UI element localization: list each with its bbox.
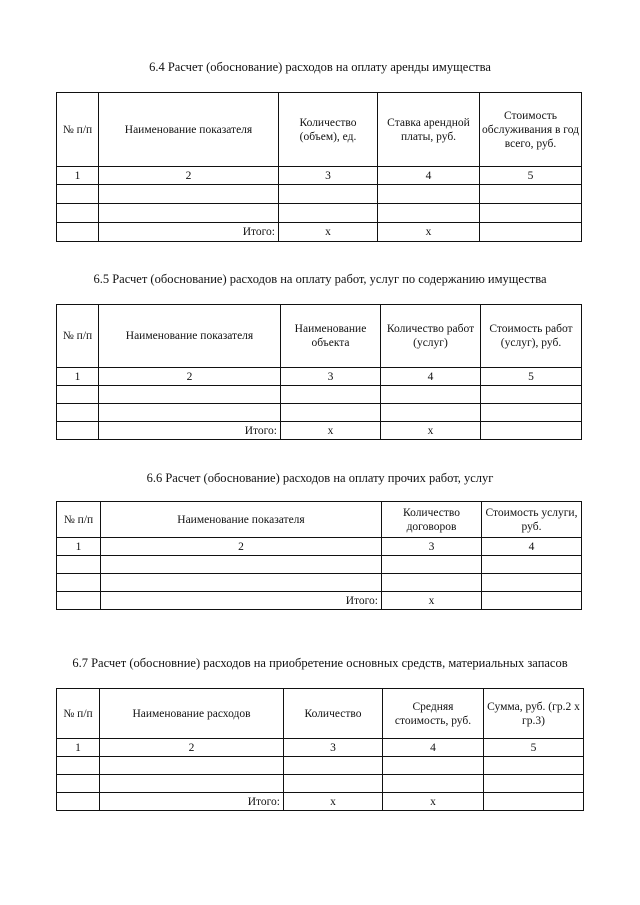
- table-6-5: [56, 304, 582, 440]
- header-cell: № п/п: [57, 305, 99, 368]
- section-title-6-6: 6.6 Расчет (обоснование) расходов на оплату прочих работ, услуг: [146, 471, 494, 485]
- table-cell: [57, 793, 100, 811]
- column-number-row: [57, 368, 582, 386]
- table-cell[interactable]: [382, 556, 482, 574]
- header-row: [57, 502, 582, 538]
- table-cell[interactable]: [383, 775, 484, 793]
- table-cell[interactable]: [484, 757, 584, 775]
- table-row: [57, 204, 582, 223]
- table-cell[interactable]: [284, 775, 383, 793]
- column-number: 3: [279, 167, 378, 185]
- header-cell: Ставка арендной платы, руб.: [378, 93, 480, 167]
- column-number: 1: [57, 167, 99, 185]
- header-cell: Количество (объем), ед.: [279, 93, 378, 167]
- table-cell[interactable]: [378, 185, 480, 204]
- table-row: [57, 574, 582, 592]
- table-cell[interactable]: [281, 404, 381, 422]
- total-cell[interactable]: [481, 422, 582, 440]
- total-cell: x: [382, 592, 482, 610]
- table-cell: [57, 223, 99, 242]
- column-number: 4: [378, 167, 480, 185]
- table-cell[interactable]: [57, 556, 101, 574]
- column-number: 2: [100, 739, 284, 757]
- table-row: [57, 757, 584, 775]
- table-cell[interactable]: [99, 404, 281, 422]
- total-label: Итого:: [101, 592, 382, 610]
- header-cell: Сумма, руб. (гр.2 х гр.3): [484, 689, 584, 739]
- table-cell[interactable]: [381, 386, 481, 404]
- column-number: 1: [57, 368, 99, 386]
- header-cell: Наименование показателя: [99, 305, 281, 368]
- total-cell: x: [381, 422, 481, 440]
- header-cell: Стоимость услуги, руб.: [482, 502, 582, 538]
- total-cell[interactable]: [484, 793, 584, 811]
- table-cell[interactable]: [99, 386, 281, 404]
- table-row: [57, 386, 582, 404]
- table-cell[interactable]: [57, 574, 101, 592]
- table-cell[interactable]: [382, 574, 482, 592]
- table-cell[interactable]: [57, 757, 100, 775]
- total-label: Итого:: [99, 422, 281, 440]
- table-cell[interactable]: [383, 757, 484, 775]
- table-row: [57, 775, 584, 793]
- header-cell: № п/п: [57, 93, 99, 167]
- column-number: 5: [484, 739, 584, 757]
- column-number: 3: [382, 538, 482, 556]
- header-cell: Стоимость обслуживания в год всего, руб.: [480, 93, 582, 167]
- section-title-6-4: 6.4 Расчет (обоснование) расходов на оплату аренды имущества: [149, 60, 491, 74]
- table-cell[interactable]: [281, 386, 381, 404]
- table-cell[interactable]: [279, 204, 378, 223]
- table-row: [57, 556, 582, 574]
- total-row: [57, 223, 582, 242]
- column-number: 4: [381, 368, 481, 386]
- header-row: [57, 93, 582, 167]
- header-cell: Наименование показателя: [101, 502, 382, 538]
- column-number: 4: [383, 739, 484, 757]
- column-number: 4: [482, 538, 582, 556]
- table-row: [57, 185, 582, 204]
- header-cell: Наименование расходов: [100, 689, 284, 739]
- column-number: 5: [480, 167, 582, 185]
- table-row: [57, 404, 582, 422]
- column-number: 5: [481, 368, 582, 386]
- table-6-4: [56, 92, 582, 242]
- table-cell[interactable]: [57, 185, 99, 204]
- total-cell[interactable]: [482, 592, 582, 610]
- total-cell: x: [279, 223, 378, 242]
- table-cell[interactable]: [57, 204, 99, 223]
- table-cell[interactable]: [481, 386, 582, 404]
- total-cell: x: [378, 223, 480, 242]
- table-cell[interactable]: [481, 404, 582, 422]
- total-row: [57, 793, 584, 811]
- table-cell[interactable]: [482, 556, 582, 574]
- total-row: [57, 592, 582, 610]
- header-cell: Наименование объекта: [281, 305, 381, 368]
- column-number: 2: [99, 368, 281, 386]
- table-6-6: [56, 501, 582, 610]
- column-number: 3: [281, 368, 381, 386]
- table-cell[interactable]: [101, 574, 382, 592]
- table-cell[interactable]: [99, 185, 279, 204]
- table-cell[interactable]: [57, 404, 99, 422]
- column-number: 3: [284, 739, 383, 757]
- total-row: [57, 422, 582, 440]
- column-number-row: [57, 538, 582, 556]
- column-number: 1: [57, 739, 100, 757]
- section-title-6-7: 6.7 Расчет (обосновние) расходов на приобретение основных средств, материальных запасов: [72, 656, 568, 670]
- total-label: Итого:: [100, 793, 284, 811]
- total-label: Итого:: [99, 223, 279, 242]
- table-cell[interactable]: [480, 204, 582, 223]
- column-number: 2: [99, 167, 279, 185]
- table-cell[interactable]: [482, 574, 582, 592]
- table-cell[interactable]: [484, 775, 584, 793]
- header-row: [57, 689, 584, 739]
- table-cell[interactable]: [99, 204, 279, 223]
- header-cell: Количество договоров: [382, 502, 482, 538]
- table-cell[interactable]: [284, 757, 383, 775]
- header-cell: Количество: [284, 689, 383, 739]
- header-cell: № п/п: [57, 689, 100, 739]
- table-cell[interactable]: [101, 556, 382, 574]
- table-cell: [57, 422, 99, 440]
- total-cell: x: [284, 793, 383, 811]
- column-number-row: [57, 167, 582, 185]
- total-cell: x: [383, 793, 484, 811]
- column-number-row: [57, 739, 584, 757]
- table-cell[interactable]: [100, 775, 284, 793]
- column-number: 1: [57, 538, 101, 556]
- table-cell[interactable]: [57, 386, 99, 404]
- section-title-6-5: 6.5 Расчет (обоснование) расходов на оплату работ, услуг по содержанию имущества: [93, 272, 547, 286]
- table-cell: [57, 592, 101, 610]
- table-cell[interactable]: [480, 185, 582, 204]
- table-cell[interactable]: [57, 775, 100, 793]
- header-cell: Средняя стоимость, руб.: [383, 689, 484, 739]
- total-cell[interactable]: [480, 223, 582, 242]
- table-cell[interactable]: [381, 404, 481, 422]
- header-cell: № п/п: [57, 502, 101, 538]
- header-row: [57, 305, 582, 368]
- header-cell: Количество работ (услуг): [381, 305, 481, 368]
- table-cell[interactable]: [378, 204, 480, 223]
- column-number: 2: [101, 538, 382, 556]
- table-cell[interactable]: [100, 757, 284, 775]
- table-6-7: [56, 688, 584, 811]
- table-cell[interactable]: [279, 185, 378, 204]
- header-cell: Наименование показателя: [99, 93, 279, 167]
- total-cell: x: [281, 422, 381, 440]
- header-cell: Стоимость работ (услуг), руб.: [481, 305, 582, 368]
